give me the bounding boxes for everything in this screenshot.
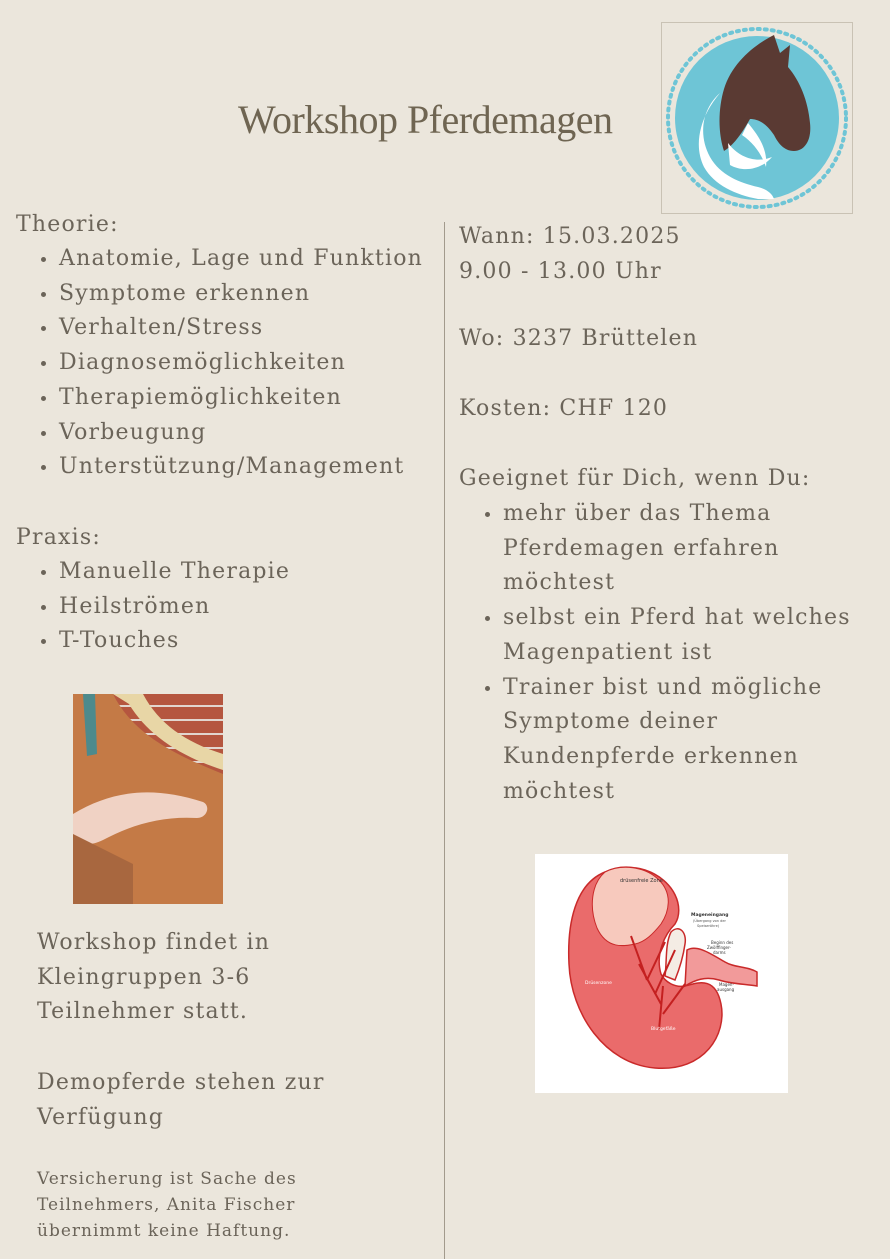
stomach-diagram: [535, 854, 788, 1093]
list-item: Therapiemöglichkeiten: [37, 381, 423, 416]
horse-head-hand-logo-icon: [662, 23, 852, 213]
list-item: Anatomie, Lage und Funktion: [37, 242, 423, 277]
list-item: Diagnosemöglichkeiten: [37, 346, 423, 381]
group-note: Workshop findet in Kleingruppen 3-6 Teilnehmer statt.: [37, 930, 271, 1025]
list-item: Manuelle Therapie: [37, 555, 290, 590]
list-item: Verhalten/Stress: [37, 311, 423, 346]
horse-massage-photo: [73, 694, 223, 904]
page-title: Workshop Pferdemagen: [238, 97, 613, 142]
stomach-illustration: [535, 854, 788, 1093]
label-inlet-sub2: Speiseröhre): [697, 924, 720, 928]
label-gland-zone: Drüsenzone: [585, 981, 612, 986]
list-item: mehr über das Thema Pferdemagen erfahren möchtest: [481, 497, 851, 601]
column-divider: [444, 222, 445, 1259]
theory-list: [37, 242, 423, 485]
logo: [661, 22, 853, 214]
practice-list: [37, 555, 290, 659]
list-item: selbst ein Pferd hat welches Magenpatient ist: [481, 601, 851, 670]
event-time: 9.00 - 13.00 Uhr: [459, 258, 662, 284]
event-cost: Kosten: CHF 120: [459, 396, 669, 421]
label-outlet2: ausgang: [717, 987, 735, 992]
list-item: Heilströmen: [37, 590, 290, 625]
event-location: Wo: 3237 Brüttelen: [459, 326, 699, 351]
label-duodenum3: darms: [713, 950, 726, 955]
insurance-note: Versicherung ist Sache des Teilnehmers, Anita Fischer übernimmt keine Haftung.: [37, 1169, 297, 1241]
practice-heading: Praxis:: [16, 525, 101, 550]
list-item: Trainer bist und mögliche Symptome deiner Kundenpferde erkennen möchtest: [481, 671, 851, 810]
label-blood-vessels: Blutgefäße: [651, 1027, 676, 1032]
label-outlet1: Magen-: [719, 982, 734, 987]
label-inlet: Mageneingang: [691, 913, 729, 918]
theory-heading: Theorie:: [16, 212, 119, 237]
demo-horses-note: Demopferde stehen zur Verfügung: [37, 1070, 325, 1130]
label-inlet-sub1: (Übergang von der: [693, 919, 726, 923]
list-item: Vorbeugung: [37, 416, 423, 451]
event-details: [459, 220, 681, 289]
list-item: Symptome erkennen: [37, 277, 423, 312]
suitable-heading: Geeignet für Dich, wenn Du:: [459, 466, 811, 491]
label-duodenum1: Beginn des: [711, 940, 734, 945]
list-item: Unterstützung/Management: [37, 450, 423, 485]
event-date: Wann: 15.03.2025: [459, 224, 681, 249]
label-duodenum2: Zwölffinger-: [707, 945, 731, 950]
label-glandless-zone: drüsenfreie Zone: [620, 878, 663, 884]
suitable-list: [481, 497, 851, 809]
list-item: T-Touches: [37, 624, 290, 659]
